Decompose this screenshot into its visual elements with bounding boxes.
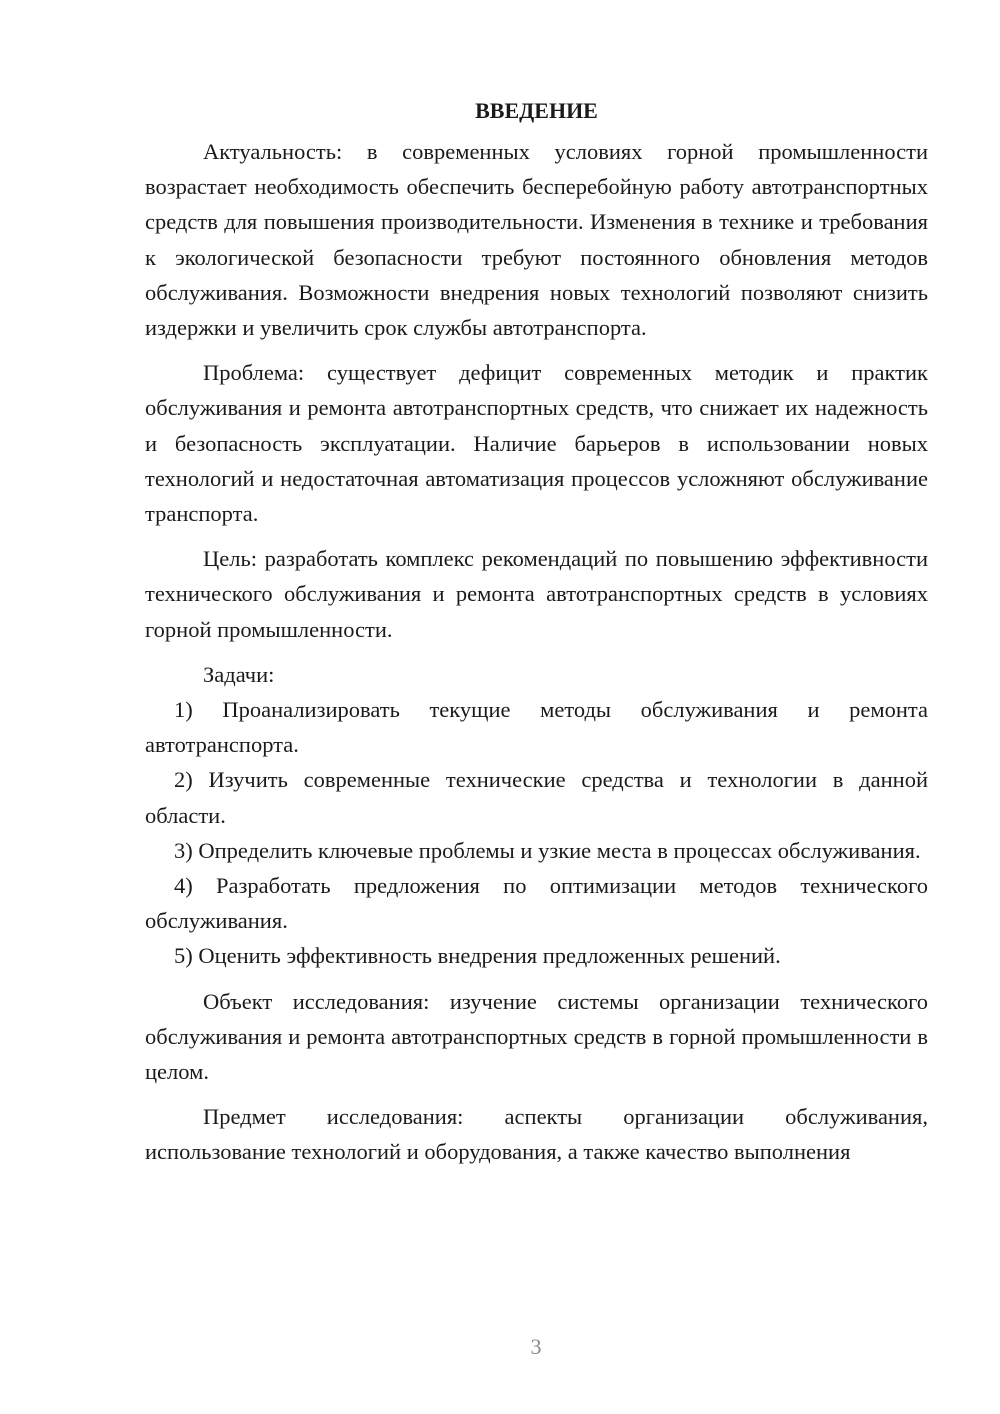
paragraph-relevance: Актуальность: в современных условиях горной промышленности возрастает необходимость обеспечить бесперебойную работу автотранспортных средств для повышения производительности. Изменения в технике и требования к экологической безопасности требуют постоянного обновления методов обслуживания. Возможности внедрения новых технологий позволяют снизить издержки и увеличить срок службы автотранспорта.: [145, 139, 928, 341]
section-heading: ВВЕДЕНИЕ: [475, 98, 598, 123]
task-item-2: 2) Изучить современные технические средства и технологии в данной области.: [145, 767, 928, 828]
paragraph-object: Объект исследования: изучение системы организации технического обслуживания и ремонта автотранспортных средств в горной промышленности в целом.: [145, 988, 928, 1085]
task-item-4: 4) Разработать предложения по оптимизации методов технического обслуживания.: [145, 873, 928, 934]
tasks-list: [145, 692, 928, 974]
page-number: 3: [530, 1334, 542, 1359]
task-item-1: 1) Проанализировать текущие методы обслуживания и ремонта автотранспорта.: [145, 697, 928, 758]
page-content: [145, 94, 928, 1170]
tasks-label: Задачи:: [203, 661, 275, 687]
paragraph-problem: Проблема: существует дефицит современных методик и практик обслуживания и ремонта автотранспортных средств, что снижает их надежность и безопасность эксплуатации. Наличие барьеров в использовании новых технологий и недостаточная автоматизация процессов усложняют обслуживание транспорта.: [145, 360, 928, 527]
task-item-5: 5) Оценить эффективность внедрения предложенных решений.: [174, 943, 781, 969]
task-item-3: 3) Определить ключевые проблемы и узкие места в процессах обслуживания.: [174, 837, 921, 863]
paragraph-subject: Предмет исследования: аспекты организации обслуживания, использование технологий и оборудования, а также качество выполнения: [145, 1104, 928, 1165]
paragraph-goal: Цель: разработать комплекс рекомендаций по повышению эффективности технического обслуживания и ремонта автотранспортных средств в условиях горной промышленности.: [145, 546, 928, 642]
